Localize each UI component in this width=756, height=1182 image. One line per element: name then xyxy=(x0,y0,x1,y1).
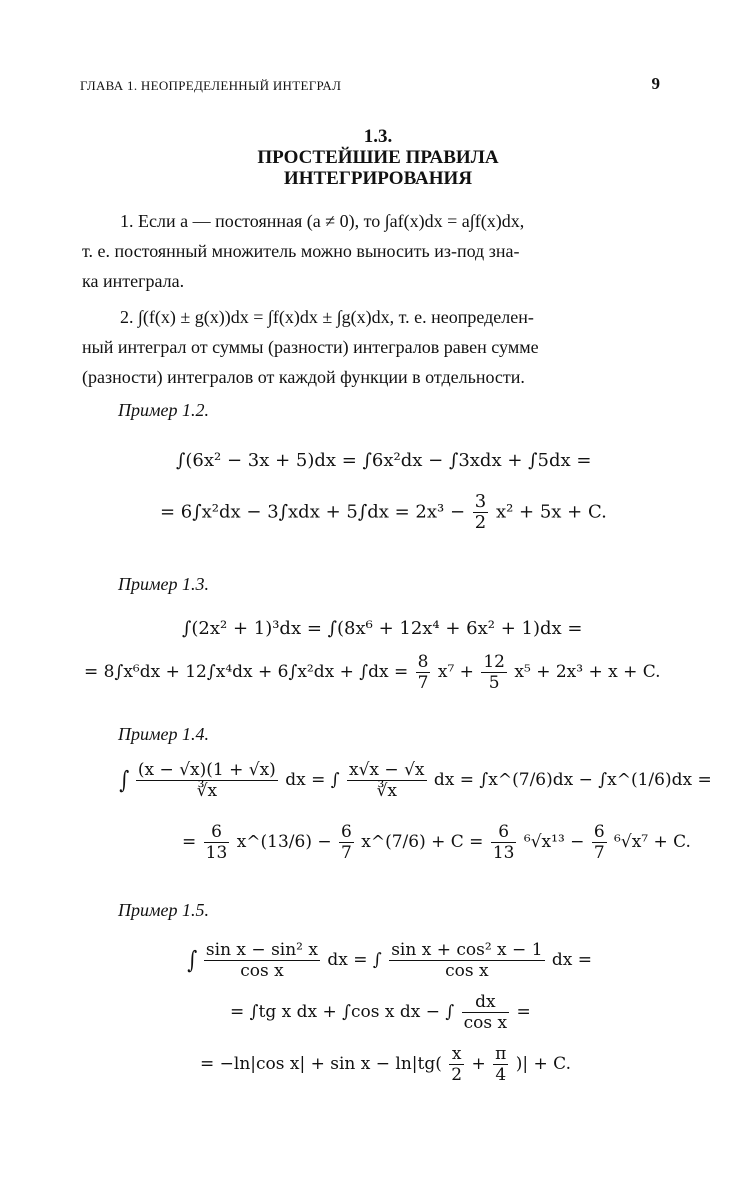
fraction-simplified-over-cube-root xyxy=(347,760,426,801)
fraction-3-over-2 xyxy=(473,492,488,533)
example-1-2-line-2-start: = 6∫x²dx − 3∫xdx + 5∫dx = 2x³ − xyxy=(160,501,471,523)
section-title-line-2: ИНТЕГРИРОВАНИЯ xyxy=(283,168,473,189)
fraction-denominator: 7 xyxy=(417,673,429,693)
rule-2-line-1: 2. ∫(f(x) ± g(x))dx = ∫f(x)dx ± ∫g(x)dx, т. е. неопределен- xyxy=(120,307,534,327)
example-1-5-line-2-start: = ∫tg x dx + ∫cos x dx − ∫ xyxy=(230,1002,455,1022)
example-1-2-line-1: ∫(6x² − 3x + 5)dx = ∫6x²dx − ∫3xdx + ∫5dx = xyxy=(176,450,592,471)
example-1-4-line-1 xyxy=(118,760,712,801)
rule-1-line-1: 1. Если a — постоянная (a ≠ 0), то ∫af(x)dx = a∫f(x)dx, xyxy=(120,211,525,231)
fraction-denominator: ∛x xyxy=(376,781,397,801)
example-1-3-label: Пример 1.3. xyxy=(118,574,209,594)
example-1-3-line-2-start: = 8∫x⁶dx + 12∫x⁴dx + 6∫x²dx + ∫dx = xyxy=(84,662,414,682)
fraction-numerator: x xyxy=(449,1044,464,1065)
example-1-5-label: Пример 1.5. xyxy=(118,900,209,920)
fraction-numerator: 6 xyxy=(593,822,605,842)
section-number: 1.3. xyxy=(363,126,393,147)
fraction-numerator: dx xyxy=(462,992,509,1013)
fraction-12-over-5 xyxy=(481,652,507,693)
fraction-8-over-7 xyxy=(416,652,431,693)
fraction-6-over-13-second xyxy=(491,822,517,863)
fraction-denominator: 5 xyxy=(488,673,500,693)
fraction-numerator: sin x − sin² x xyxy=(205,940,318,960)
fraction-6-over-7 xyxy=(339,822,354,863)
rule-2-line-2: ный интеграл от суммы (разности) интегралов равен сумме xyxy=(82,337,539,357)
example-1-3-line-2-mid: x⁷ + xyxy=(437,662,480,682)
example-1-4-line-2-start: = xyxy=(182,832,202,852)
fraction-6-over-7-second xyxy=(592,822,607,863)
fraction-denominator: cos x xyxy=(463,1013,508,1033)
example-1-4-line-1-end: dx = ∫x^(7/6)dx − ∫x^(1/6)dx = xyxy=(433,770,712,790)
fraction-dx-over-cos xyxy=(462,992,509,1033)
fraction-denominator: 13 xyxy=(492,843,515,863)
example-1-5-line-2-end: = xyxy=(516,1002,531,1022)
fraction-radical-product-over-cube-root xyxy=(136,760,278,801)
example-1-4-label: Пример 1.4. xyxy=(118,724,209,744)
rule-1-paragraph xyxy=(82,206,660,296)
example-1-5-line-3-end: )| + C. xyxy=(515,1054,571,1074)
fraction-denominator: ∛x xyxy=(196,781,218,801)
fraction-pi-over-4 xyxy=(493,1044,508,1085)
example-1-4-line-2-a: x^(13/6) − xyxy=(236,832,338,852)
fraction-denominator: 4 xyxy=(495,1065,507,1085)
example-1-5-line-1 xyxy=(186,940,592,981)
fraction-denominator: 2 xyxy=(451,1065,463,1085)
fraction-sin-minus-sin2-over-cos xyxy=(204,940,320,981)
example-1-4-line-1-mid: dx = ∫ xyxy=(285,770,340,790)
fraction-6-over-13 xyxy=(204,822,230,863)
fraction-denominator: cos x xyxy=(445,961,489,981)
example-1-4-line-2-end: ⁶√x⁷ + C. xyxy=(614,832,691,852)
example-1-2-line-2-end: x² + 5x + C. xyxy=(495,501,607,523)
example-1-2-line-2 xyxy=(160,492,607,533)
fraction-x-over-2 xyxy=(449,1044,464,1085)
fraction-denominator: 7 xyxy=(341,843,352,863)
fraction-numerator: x√x − √x xyxy=(349,760,425,780)
fraction-denominator: cos x xyxy=(240,961,284,981)
example-1-4-line-2 xyxy=(182,822,691,863)
fraction-numerator: 6 xyxy=(491,822,517,843)
fraction-numerator: 6 xyxy=(204,822,230,843)
integral-sign: ∫ xyxy=(187,946,198,974)
fraction-numerator: (x − √x)(1 + √x) xyxy=(137,760,276,780)
fraction-numerator: sin x + cos² x − 1 xyxy=(391,940,543,960)
running-title: ГЛАВА 1. НЕОПРЕДЕЛЕННЫЙ ИНТЕГРАЛ xyxy=(80,78,342,93)
example-1-3-line-1: ∫(2x² + 1)³dx = ∫(8x⁶ + 12x⁴ + 6x² + 1)dx = xyxy=(182,618,583,639)
rule-2-line-3: (разности) интегралов от каждой функции в отдельности. xyxy=(82,367,525,387)
example-1-5-line-3-start: = −ln|cos x| + sin x − ln|tg( xyxy=(200,1054,442,1074)
fraction-numerator: 6 xyxy=(341,822,352,842)
fraction-denominator: 2 xyxy=(474,512,487,533)
example-1-5-line-3 xyxy=(200,1044,571,1085)
fraction-numerator: 12 xyxy=(483,652,505,672)
example-1-4-line-2-b: x^(7/6) + C = xyxy=(361,832,489,852)
example-1-3-line-2-end: x⁵ + 2x³ + x + C. xyxy=(514,662,661,682)
fraction-sin-plus-cos2-minus-1-over-cos xyxy=(389,940,544,981)
example-1-5-line-2 xyxy=(230,992,531,1033)
fraction-denominator: 7 xyxy=(593,843,605,863)
example-1-4-line-2-c: ⁶√x¹³ − xyxy=(523,832,590,852)
section-heading xyxy=(0,126,756,189)
example-1-5-line-1-mid: dx = ∫ xyxy=(327,950,382,970)
example-1-5-line-3-plus: + xyxy=(471,1054,492,1074)
example-1-3-line-2 xyxy=(84,652,661,693)
rule-1-line-3: ка интеграла. xyxy=(82,271,185,291)
fraction-denominator: 13 xyxy=(205,843,228,863)
fraction-numerator: 8 xyxy=(417,652,429,672)
example-1-5-line-1-end: dx = xyxy=(551,950,593,970)
fraction-numerator: π xyxy=(495,1044,507,1064)
example-1-2-label: Пример 1.2. xyxy=(118,400,209,420)
fraction-numerator: 3 xyxy=(474,491,487,512)
rule-2-paragraph xyxy=(82,302,660,392)
section-title-line-1: ПРОСТЕЙШИЕ ПРАВИЛА xyxy=(257,147,499,168)
page-number: 9 xyxy=(651,74,660,93)
rule-1-line-2: т. е. постоянный множитель можно выносить из-под зна- xyxy=(82,241,520,261)
integral-sign: ∫ xyxy=(119,766,130,794)
